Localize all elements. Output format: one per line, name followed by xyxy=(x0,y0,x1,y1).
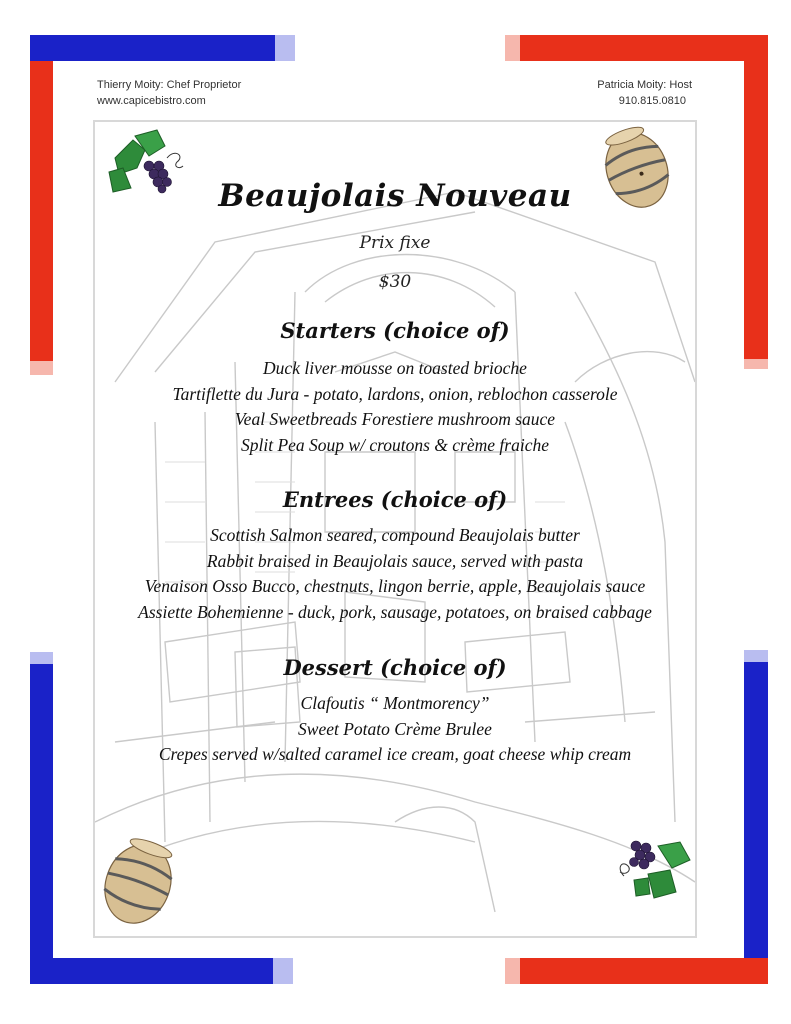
phone-number: 910.815.0810 xyxy=(618,95,686,107)
border-blue-right-fade xyxy=(744,650,768,662)
border-blue-left-fade xyxy=(30,652,53,664)
border-red-right-fade xyxy=(744,359,768,369)
grape-cluster-icon xyxy=(614,836,694,911)
dessert-heading: Dessert (choice of) xyxy=(283,655,507,680)
host-contact xyxy=(597,77,692,109)
list-item: Split Pea Soup w/ croutons & crème fraiche xyxy=(241,434,549,455)
border-blue-left xyxy=(30,664,53,984)
border-blue-top xyxy=(30,35,275,61)
starters-heading: Starters (choice of) xyxy=(280,318,510,343)
border-red-left-fade xyxy=(30,361,53,375)
list-item: Duck liver mousse on toasted brioche xyxy=(263,358,527,378)
dessert-list xyxy=(93,691,697,768)
list-item: Clafoutis “ Montmorency” xyxy=(300,693,490,713)
list-item: Rabbit braised in Beaujolais sauce, served with pasta xyxy=(206,550,584,571)
menu-price: $30 xyxy=(378,272,412,292)
border-red-top xyxy=(520,35,768,61)
list-item: Veal Sweetbreads Forestiere mushroom sauce xyxy=(234,409,556,429)
list-item: Assiette Bohemienne - duck, pork, sausage, potatoes, on braised cabbage xyxy=(138,601,652,622)
border-red-top-fade xyxy=(505,35,520,61)
border-red-bottom-fade xyxy=(505,958,520,984)
border-red-right xyxy=(744,61,768,359)
chef-name: Thierry Moity: Chef Proprietor xyxy=(97,79,242,91)
starters-list xyxy=(93,356,697,458)
list-item: Sweet Potato Crème Brulee xyxy=(298,718,492,739)
menu-title: Beaujolais Nouveau xyxy=(218,178,572,214)
border-red-bottom xyxy=(520,958,768,984)
border-blue-top-fade xyxy=(275,35,295,61)
chef-contact xyxy=(97,77,241,109)
entrees-heading: Entrees (choice of) xyxy=(282,487,508,512)
border-blue-bottom-fade xyxy=(273,958,293,984)
host-name: Patricia Moity: Host xyxy=(597,79,692,91)
border-blue-bottom xyxy=(30,958,273,984)
entrees-list xyxy=(93,523,697,625)
border-blue-right xyxy=(744,662,768,984)
wine-barrel-icon xyxy=(92,838,184,930)
list-item: Tartiflette du Jura - potato, lardons, onion, reblochon casserole xyxy=(172,383,618,404)
list-item: Scottish Salmon seared, compound Beaujolais butter xyxy=(210,525,580,545)
list-item: Venaison Osso Bucco, chestnuts, lingon berrie, apple, Beaujolais sauce xyxy=(144,576,646,596)
border-red-left xyxy=(30,61,53,361)
menu-subtitle: Prix fixe xyxy=(359,233,431,253)
website-link[interactable]: www.capicebistro.com xyxy=(97,95,206,107)
list-item: Crepes served w/salted caramel ice cream, goat cheese whip cream xyxy=(158,744,632,764)
